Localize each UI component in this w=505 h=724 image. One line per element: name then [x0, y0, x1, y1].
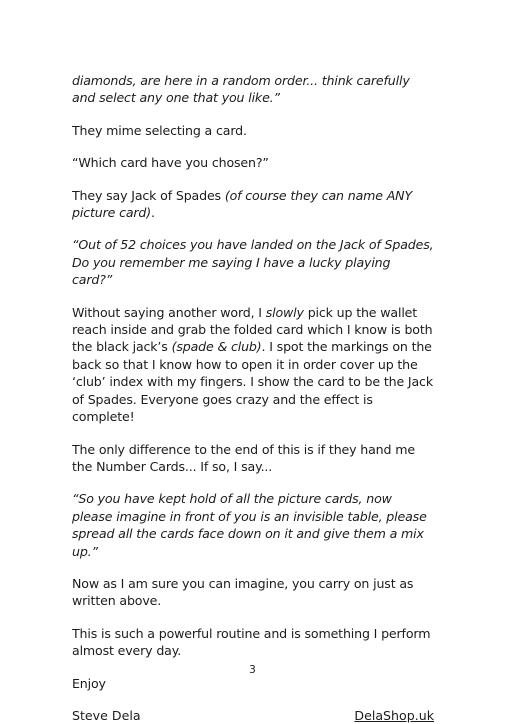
- paragraph-answer-aside: (of course they can name ANY picture card): [72, 187, 412, 221]
- shop-link[interactable]: DelaShop.uk: [354, 707, 434, 723]
- paragraph-answer: [72, 187, 434, 222]
- paragraph-difference: The only difference to the end of this is if they hand me the Number Cards... If so, I say...: [72, 441, 415, 474]
- paragraph-reveal: [72, 304, 434, 426]
- paragraph-answer-end: .: [151, 205, 155, 221]
- paragraph-enjoy: Enjoy: [72, 675, 106, 691]
- paragraph-reveal-slowly: slowly: [265, 304, 304, 320]
- paragraph-reveal-part-2: pick up the wallet reach inside and grab the folded card which I know is both the black jack’s: [72, 304, 433, 355]
- paragraph-lucky-card: “Out of 52 choices you have landed on the Jack of Spades, Do you remember me saying I have a lucky playing card?”: [72, 237, 434, 288]
- paragraph-carry-on: Now as I am sure you can imagine, you carry on just as written above.: [72, 575, 414, 609]
- paragraph-reveal-part-3: . I spot the markings on the back so that I know how to open it in order cover up the ‘club’ index with my fingers. I show the card to be the Jack of Spades. Everyone goes crazy and the effect is complete!: [72, 339, 433, 425]
- paragraph-reveal-aside: (spade & club): [171, 339, 262, 355]
- paragraph-quote-intro: diamonds, are here in a random order... think carefully and select any one that you like.”: [72, 73, 410, 106]
- paragraph-question: “Which card have you chosen?”: [72, 155, 269, 171]
- paragraph-answer-text: They say Jack of Spades: [72, 187, 225, 203]
- author-name: Steve Dela: [72, 707, 141, 723]
- document-body: [72, 72, 434, 724]
- page-number: 3: [249, 664, 256, 676]
- paragraph-powerful-routine: This is such a powerful routine and is something I perform almost every day.: [72, 625, 431, 659]
- paragraph-reveal-part-1: Without saying another word, I: [72, 304, 266, 320]
- paragraph-mime: They mime selecting a card.: [72, 122, 247, 138]
- signature-row: [72, 707, 434, 724]
- paragraph-invisible-table: “So you have kept hold of all the picture cards, now please imagine in front of you is an invisible table, please spread all the cards face down on it and give them a mix up.”: [72, 491, 427, 559]
